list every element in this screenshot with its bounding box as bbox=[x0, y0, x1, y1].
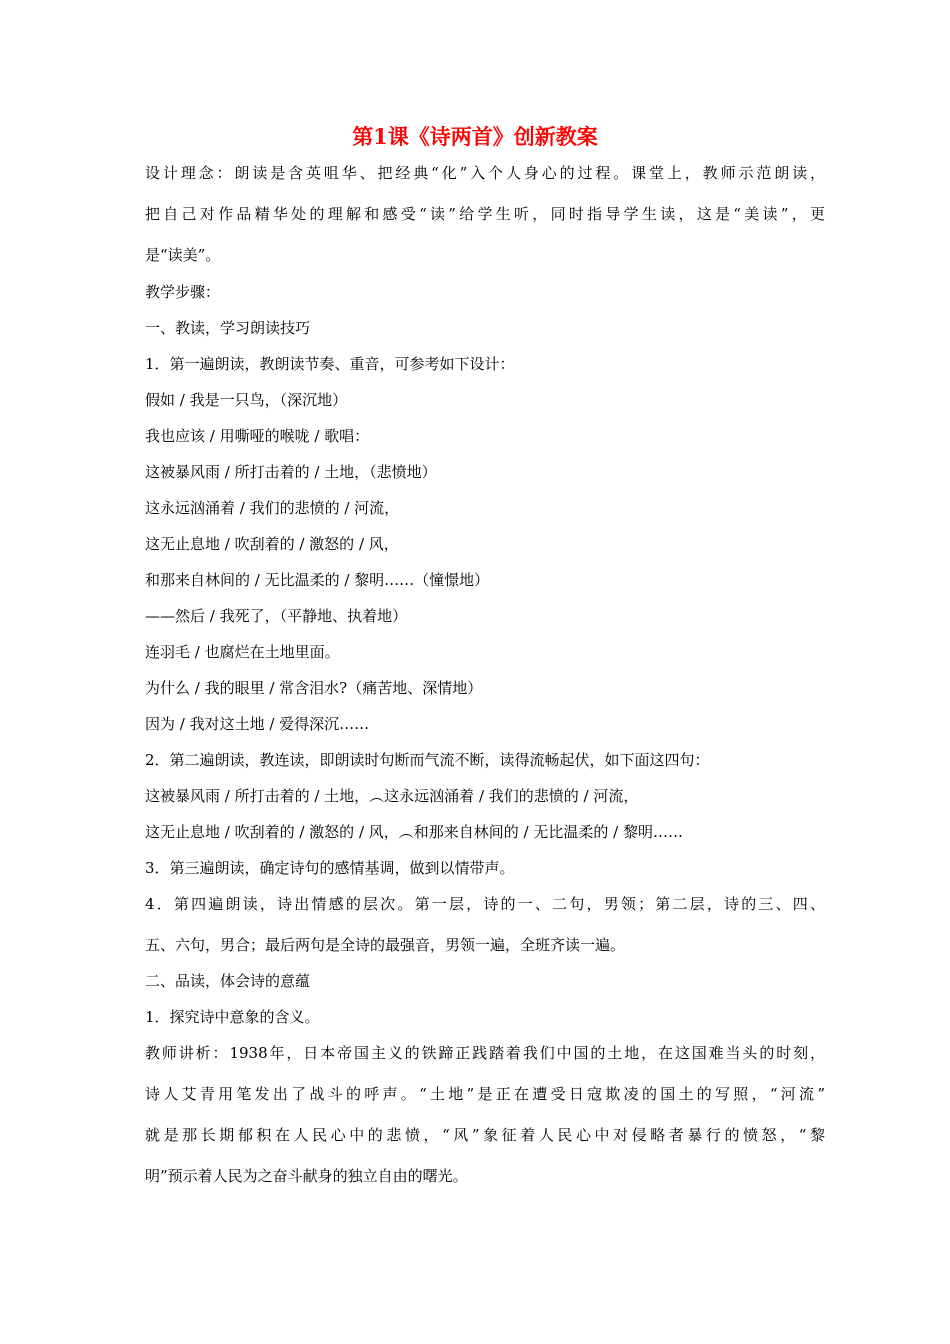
paragraph-line: 就是那长期郁积在人民心中的悲愤，“风”象征着人民心中对侵略者暴行的愤怒，“黎 bbox=[145, 1126, 825, 1144]
paragraph-line: 1．第一遍朗读，教朗读节奏、重音，可参考如下设计： bbox=[145, 355, 515, 373]
section-heading: 二、品读，体会诗的意蕴 bbox=[145, 972, 311, 990]
poem-line: 和那来自林间的 / 无比温柔的 / 黎明……（憧憬地） bbox=[145, 571, 490, 589]
poem-line: 这永远汹涌着 / 我们的悲愤的 / 河流， bbox=[145, 499, 400, 517]
paragraph-line: 2．第二遍朗读，教连读，即朗读时句断而气流不断，读得流畅起伏，如下面这四句： bbox=[145, 751, 710, 769]
paragraph-line: 五、六句，男合；最后两句是全诗的最强音，男领一遍，全班齐读一遍。 bbox=[145, 936, 626, 954]
document-title: 第1课《诗两首》创新教案 bbox=[352, 124, 598, 149]
poem-line: 我也应该 / 用嘶哑的喉咙 / 歌唱： bbox=[145, 427, 370, 445]
poem-line: 因为 / 我对这土地 / 爱得深沉…… bbox=[145, 715, 370, 733]
paragraph-line: 明”预示着人民为之奋斗献身的独立自由的曙光。 bbox=[145, 1167, 468, 1185]
paragraph-line: 诗人艾青用笔发出了战斗的呼声。“土地”是正在遭受日寇欺凌的国土的写照，“河流” bbox=[145, 1085, 825, 1103]
poem-line: ——然后 / 我死了，（平静地、执着地） bbox=[145, 607, 408, 625]
paragraph-line: 教师讲析：1938年，日本帝国主义的铁蹄正践踏着我们中国的土地，在这国难当头的时刻， bbox=[145, 1044, 825, 1062]
paragraph-line: 设计理念：朗读是含英咀华、把经典“化”入个人身心的过程。课堂上，教师示范朗读， bbox=[145, 164, 825, 182]
poem-line: 连羽毛 / 也腐烂在土地里面。 bbox=[145, 643, 340, 661]
section-heading: 一、教读，学习朗读技巧 bbox=[145, 319, 311, 337]
poem-line: 这被暴风雨 / 所打击着的 / 土地，︵这永远汹涌着 / 我们的悲愤的 / 河流， bbox=[145, 787, 639, 805]
paragraph-line: 3．第三遍朗读，确定诗句的感情基调，做到以情带声。 bbox=[145, 859, 515, 877]
poem-line: 这被暴风雨 / 所打击着的 / 土地，（悲愤地） bbox=[145, 463, 437, 481]
paragraph-line: 4．第四遍朗读，诗出情感的层次。第一层，诗的一、二句，男领；第二层，诗的三、四、 bbox=[145, 895, 825, 913]
poem-line: 为什么 / 我的眼里 / 常含泪水?（痛苦地、深情地） bbox=[145, 679, 483, 697]
paragraph-line: 是“读美”。 bbox=[145, 246, 221, 264]
paragraph-line: 教学步骤： bbox=[145, 283, 221, 301]
poem-line: 假如 / 我是一只鸟，（深沉地） bbox=[145, 391, 348, 409]
poem-line: 这无止息地 / 吹刮着的 / 激怒的 / 风， bbox=[145, 535, 399, 553]
paragraph-line: 把自己对作品精华处的理解和感受“读”给学生听，同时指导学生读，这是“美读”，更 bbox=[145, 205, 825, 223]
poem-line: 这无止息地 / 吹刮着的 / 激怒的 / 风，︵和那来自林间的 / 无比温柔的 / 黎明…… bbox=[145, 823, 683, 841]
paragraph-line: 1．探究诗中意象的含义。 bbox=[145, 1008, 320, 1026]
